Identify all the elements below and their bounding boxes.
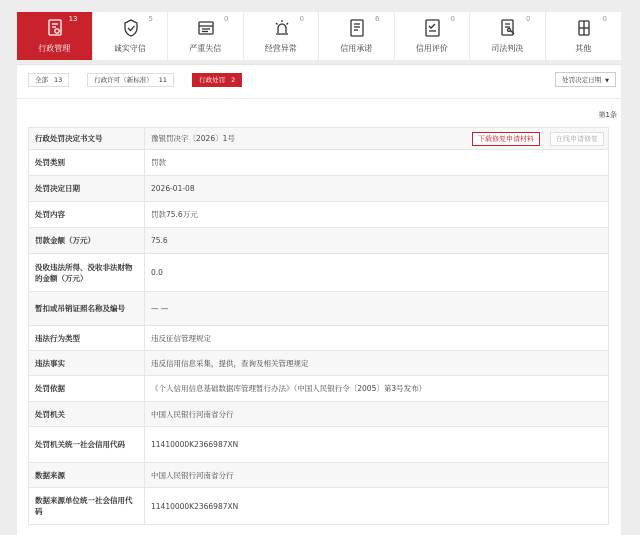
rating-document-icon [423,18,443,38]
field-label: 违法事实 [29,351,145,376]
field-value: 《个人信用信息基础数据库管理暂行办法》（中国人民银行令〔2005〕第3号发布） [145,376,609,402]
filter-administrative-license[interactable] [87,73,174,87]
field-value: 11410000K2366987XN [145,427,609,463]
field-label: 数据来源单位统一社会信用代码 [29,488,145,525]
table-row [29,202,609,228]
field-label: 处罚决定日期 [29,176,145,202]
tab-count: 6 [375,15,380,23]
field-label: 罚款金额（万元） [29,228,145,254]
tab-honesty[interactable] [93,12,169,60]
tab-abnormal-operation[interactable] [244,12,320,60]
field-value: 11410000K2366987XN [145,488,609,525]
record-type-filters [28,73,260,87]
shield-check-icon [121,18,141,38]
record-card [17,64,621,535]
field-label: 暂扣或吊销证照名称及编号 [29,292,145,326]
table-row [29,488,609,525]
tab-count: 13 [68,15,78,23]
field-label: 违法行为类型 [29,326,145,351]
record-index: 第1条 [598,111,617,119]
field-value: 罚款75.6万元 [145,202,609,228]
table-row [29,463,609,488]
field-value [145,128,609,150]
tab-other[interactable] [546,12,622,60]
filter-count: 13 [54,76,63,84]
field-value: 中国人民银行河南省分行 [145,402,609,427]
field-value: 中国人民银行河南省分行 [145,463,609,488]
alarm-light-icon [272,18,292,38]
field-value: 0.0 [145,254,609,292]
tab-count: 0 [526,15,531,23]
tab-count: 0 [602,15,607,23]
tab-count: 5 [148,15,153,23]
tab-count: 0 [299,15,304,23]
filter-label: 行政处罚 [199,76,226,84]
online-repair-button[interactable]: 在线申请修复 [550,132,604,146]
table-row [29,351,609,376]
table-row [29,176,609,202]
filter-label: 行政许可（新标准） [94,76,153,84]
divider [17,98,621,99]
field-label: 数据来源 [29,463,145,488]
table-row [29,292,609,326]
field-value: 罚款 [145,150,609,176]
tab-count: 0 [450,15,455,23]
field-value-text: 豫银罚决字〔2026〕1号 [151,134,235,143]
caret-down-icon: ▼ [605,78,609,84]
filter-count: 2 [231,76,236,84]
field-label: 行政处罚决定书文号 [29,128,145,150]
field-value: 75.6 [145,228,609,254]
tab-count: 0 [224,15,229,23]
tab-label: 其他 [575,44,592,53]
document-stamp-icon [45,18,65,38]
penalty-detail-table [28,127,609,525]
table-row [29,150,609,176]
judgment-document-icon [498,18,518,38]
tab-serious-dishonesty[interactable] [168,12,244,60]
tab-label: 司法判决 [491,44,524,53]
tab-label: 诚实守信 [113,44,146,53]
field-label: 没收违法所得、没收非法财物的金额（万元） [29,254,145,292]
list-warning-icon [196,18,216,38]
download-repair-materials-button[interactable]: 下载修复申请材料 [472,132,540,146]
field-label: 处罚内容 [29,202,145,228]
filter-count: 11 [158,76,168,84]
tab-judicial-judgment[interactable] [470,12,546,60]
field-label: 处罚依据 [29,376,145,402]
field-value: 2026-01-08 [145,176,609,202]
field-value: — — [145,292,609,326]
sort-dropdown[interactable] [555,72,616,87]
other-document-icon [574,18,594,38]
table-row [29,402,609,427]
tab-label: 经营异常 [264,44,297,53]
tab-label: 行政管理 [38,44,71,53]
filter-administrative-penalty[interactable] [192,73,242,87]
field-label: 处罚机关 [29,402,145,427]
tab-credit-evaluation[interactable] [395,12,471,60]
tab-label: 严重失信 [189,44,222,53]
table-row [29,376,609,402]
field-label: 处罚机关统一社会信用代码 [29,427,145,463]
tab-administrative-management[interactable] [17,12,93,60]
table-row [29,254,609,292]
pledge-document-icon [347,18,367,38]
tab-credit-commitment[interactable] [319,12,395,60]
category-tabs [17,12,621,60]
sort-label: 处罚决定日期 [562,76,602,84]
tab-label: 信用承诺 [340,44,373,53]
field-value: 违反征信管理规定 [145,326,609,351]
table-row [29,427,609,463]
table-row [29,128,609,150]
field-label: 处罚类别 [29,150,145,176]
tab-label: 信用评价 [415,44,448,53]
field-value: 违反信用信息采集，提供，查询及相关管理规定 [145,351,609,376]
table-row [29,326,609,351]
table-row [29,228,609,254]
filter-all[interactable] [28,73,69,87]
filter-label: 全部 [35,76,48,84]
